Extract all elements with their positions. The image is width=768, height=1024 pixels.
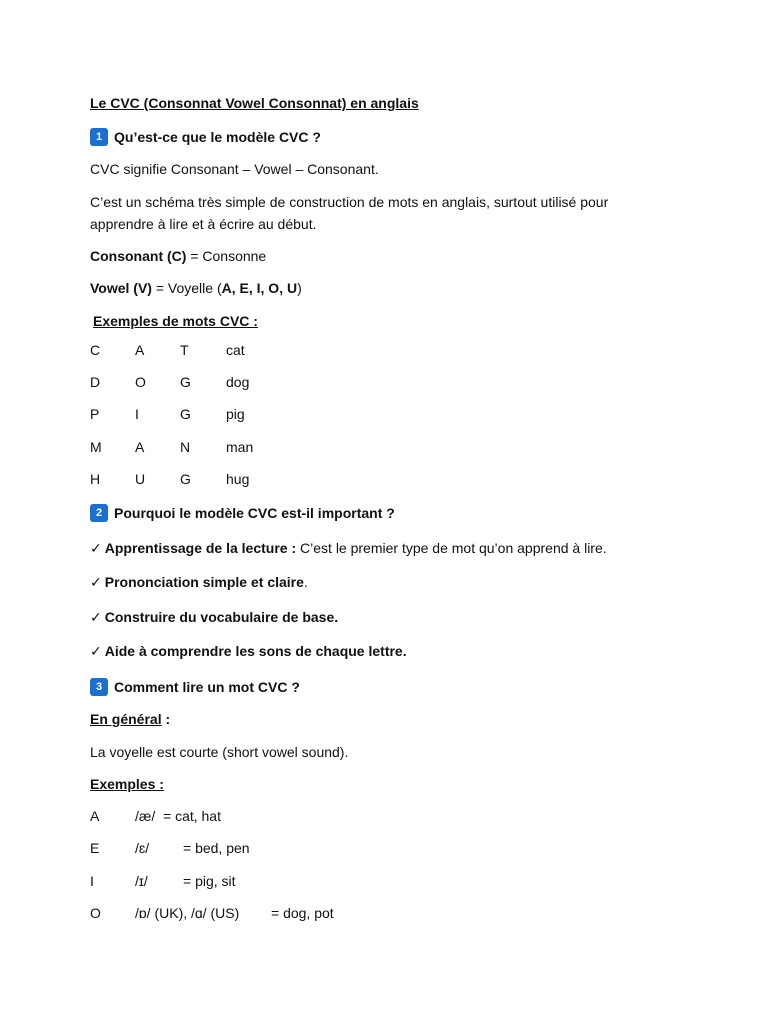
reason-item: ✓ Construire du vocabulaire de base. xyxy=(90,609,339,625)
number-1-icon: 1 xyxy=(90,128,108,146)
examples-2-heading: Exemples : xyxy=(90,776,164,792)
checkmark-icon: ✓ xyxy=(90,643,102,659)
reason-item: ✓ Apprentissage de la lecture : C’est le premier type de mot qu’on apprend à lire. xyxy=(90,540,607,556)
document-title: Le CVC (Consonnat Vowel Consonnat) en anglais xyxy=(90,95,419,111)
checkmark-icon: ✓ xyxy=(90,609,102,625)
examples-heading: Exemples de mots CVC : xyxy=(93,313,258,329)
consonant-definition xyxy=(90,247,266,265)
checkmark-icon: ✓ xyxy=(90,574,102,590)
section-2-title: Pourquoi le modèle CVC est-il important ? xyxy=(114,505,395,521)
section-2-heading xyxy=(90,504,395,523)
section-3-heading xyxy=(90,678,300,697)
vowel-list: A, E, I, O, U xyxy=(221,280,298,296)
cvc-definition: CVC signifie Consonant – Vowel – Consonant. xyxy=(90,161,379,177)
checkmark-icon: ✓ xyxy=(90,540,102,556)
number-2-icon: 2 xyxy=(90,504,108,522)
reason-item: ✓ Prononciation simple et claire. xyxy=(90,574,308,590)
section-1-heading xyxy=(90,128,321,147)
vowel-term: Vowel (V) xyxy=(90,280,152,296)
consonant-meaning: = Consonne xyxy=(186,248,267,264)
vowel-meaning: = Voyelle ( xyxy=(151,280,222,296)
short-vowel-note: La voyelle est courte (short vowel sound). xyxy=(90,744,349,760)
vowel-definition: Vowel (V) = Voyelle (A, E, I, O, U) xyxy=(90,280,302,296)
paragraph-line-1: C’est un schéma très simple de construction de mots en anglais, surtout utilisé pour xyxy=(90,194,609,210)
section-1-title: Qu’est-ce que le modèle CVC ? xyxy=(114,129,321,145)
section-3-title: Comment lire un mot CVC ? xyxy=(114,679,300,695)
paragraph-line-2: apprendre à lire et à écrire au début. xyxy=(90,216,317,232)
reason-item: ✓ Aide à comprendre les sons de chaque lettre. xyxy=(90,643,407,659)
consonant-term: Consonant (C) xyxy=(90,248,187,264)
number-3-icon: 3 xyxy=(90,678,108,696)
general-label: En général : xyxy=(90,711,171,727)
